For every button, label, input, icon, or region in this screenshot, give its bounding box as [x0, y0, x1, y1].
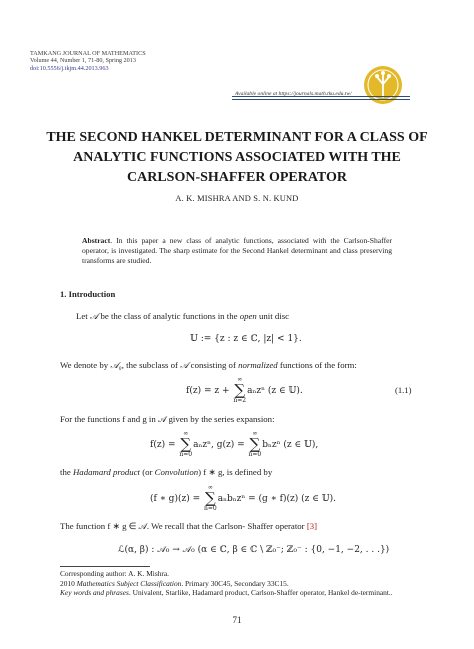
carlson-shaffer-operator-equation: ℒ(α, β) : 𝒜₀ → 𝒜₀ (α ∈ ℂ, β ∈ ℂ \ ℤ₀⁻; ℤ₀⁻ : {0, −1, −2, . . .})	[118, 545, 390, 555]
header-rule-lower	[232, 99, 410, 100]
equation-number: (1.1)	[395, 385, 412, 395]
paragraph-3: For the functions f and g in 𝒜 given by the series expansion:	[60, 414, 275, 424]
paragraph-2: We denote by 𝒜₀, the subclass of 𝒜 consisting of normalized functions of the form:	[60, 360, 357, 370]
title-line-3: CARLSON-SHAFFER OPERATOR	[126, 170, 347, 185]
section-heading: 1. Introduction	[60, 289, 116, 299]
title-line-2: ANALYTIC FUNCTIONS ASSOCIATED WITH THE	[73, 150, 401, 165]
unit-disc-definition: 𝕌 := {z : z ∈ ℂ, |z| < 1}.	[190, 334, 302, 344]
footnote-corresponding-author: Corresponding author: A. K. Mishra.	[60, 569, 170, 578]
footnote-keywords: Key words and phrases. Univalent, Starlike, Hadamard product, Carlson-Shaffer operator, Hankel de-terminant..	[60, 588, 393, 598]
hadamard-product-equation: (f ∗ g)(z) = ∞ ∑ n=0 aₙbₙzⁿ = (g ∗ f)(z) (z ∈ 𝕌).	[150, 484, 336, 512]
equation-1-1: f(z) = z + ∞ ∑ n=2 aₙzⁿ (z ∈ 𝕌).	[186, 376, 303, 404]
journal-volume: Volume 44, Number 1, 71-80, Spring 2013	[30, 57, 136, 65]
summation-symbol: ∞ ∑ n=2	[233, 376, 247, 404]
journal-info	[30, 50, 146, 72]
paragraph-5: The function f ∗ g ∈ 𝒜. We recall that the Carlson- Shaffer operator [3]	[60, 521, 318, 531]
header-rule	[232, 96, 410, 97]
paper-authors: A. K. MISHRA AND S. N. KUND	[175, 194, 299, 203]
paragraph-1: Let 𝒜 be the class of analytic functions in the open unit disc	[76, 311, 290, 321]
journal-doi[interactable]: doi:10.5556/j.tkjm.44.2013.963	[30, 64, 109, 72]
paragraph-4: the Hadamard product (or Convolution) f ∗ g, is defined by	[60, 467, 273, 477]
page-number: 71	[232, 615, 242, 625]
footnote-rule	[60, 566, 150, 567]
paper-title	[40, 128, 434, 188]
abstract-text: . In this paper a new class of analytic functions, associated with the Carlson-Shaffer operator, is investigated. The sharp estimate for the Second Hankel determinant and class preserving transforms are studied.	[82, 236, 392, 265]
online-availability[interactable]: Available online at https://journals.math.tku.edu.tw/	[235, 91, 352, 97]
series-expansion-equation: f(z) = ∞ ∑ n=0 aₙzⁿ, g(z) = ∞ ∑ n=0 bₙzⁿ (z ∈ 𝕌),	[150, 430, 319, 458]
abstract	[82, 236, 392, 266]
citation-link[interactable]: [3]	[306, 521, 318, 531]
footnotes	[60, 569, 420, 598]
title-line-1: THE SECOND HANKEL DETERMINANT FOR A CLASS OF	[46, 130, 428, 145]
abstract-label: Abstract	[82, 236, 111, 245]
journal-name: TAMKANG JOURNAL OF MATHEMATICS	[30, 50, 146, 57]
footnote-msc: 2010 Mathematics Subject Classification. Primary 30C45, Secondary 33C15.	[60, 578, 289, 588]
